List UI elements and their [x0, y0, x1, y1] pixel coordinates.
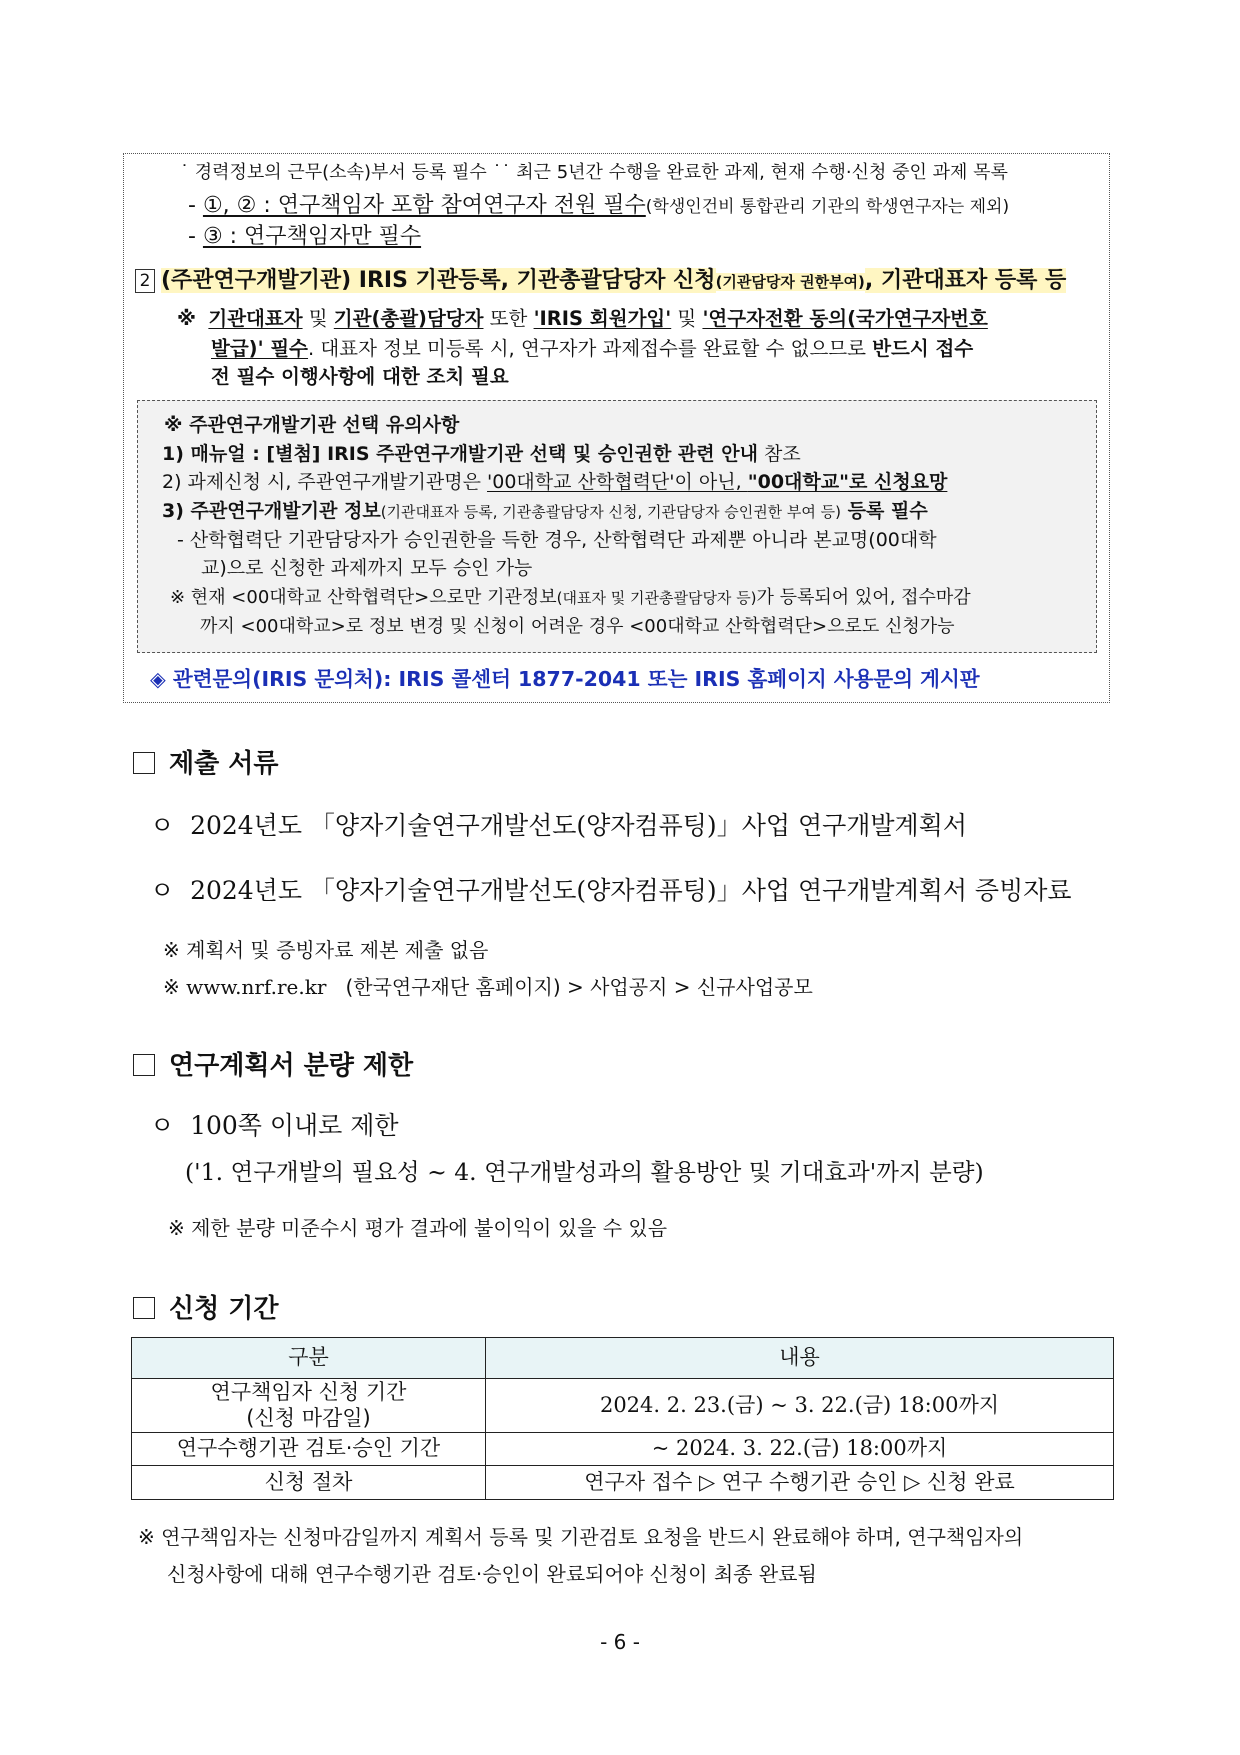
item-2-tail: , 기관대표자 등록 등 [864, 268, 1067, 293]
rep-note-line-3: 전 필수 이행사항에 대한 조치 필요 [211, 365, 509, 388]
rep-text: 및 [302, 307, 334, 330]
section-limit-heading [133, 1045, 413, 1082]
limit-item [150, 1112, 399, 1141]
bullet-icon: ㅇ [150, 1111, 175, 1140]
not-foundation-text: '00대학교 산학협력단'이 아닌, [487, 471, 748, 493]
bullet-icon: ㅇ [150, 876, 175, 905]
lead-info-text: 3) 주관연구개발기관 정보 [162, 500, 381, 522]
note-mark: ※ [163, 975, 180, 999]
section-period-heading [133, 1288, 279, 1325]
notice-line-1 [162, 444, 801, 466]
table-cell-label: 신청 절차 [132, 1466, 486, 1500]
rep-text: 기관대표자 [208, 307, 303, 330]
table-cell-label [132, 1379, 486, 1433]
refer-text: 참조 [757, 443, 801, 465]
limit-item-sub: ('1. 연구개발의 필요성 ~ 4. 연구개발성과의 활용방안 및 기대효과'까지 분량) [185, 1158, 984, 1186]
table-row [132, 1433, 1114, 1466]
lead-info-detail: (기관대표자 등록, 기관총괄담당자 신청, 기관담당자 승인권한 부여 등) [380, 503, 842, 521]
period-note-line-1: ※ 연구책임자는 신청마감일까지 계획서 등록 및 기관검토 요청을 반드시 완료해야 하며, 연구책임자의 [138, 1525, 1024, 1549]
notice-line-5: 교)으로 신청한 과제까지 모두 승인 가능 [201, 557, 533, 579]
notice-line-3 [162, 501, 928, 523]
register-required-text: 등록 필수 [841, 500, 928, 522]
dash-item-1-suffix: (학생인건비 통합관리 기관의 학생연구자는 제외) [645, 197, 1010, 217]
item-2-heading [135, 268, 1066, 293]
table-header-cell: 구분 [132, 1338, 486, 1379]
docs-item-1 [150, 812, 967, 841]
table-row [132, 1466, 1114, 1500]
period-table [131, 1337, 1114, 1500]
notice-line-2 [162, 472, 947, 494]
row-label-line-2: (신청 마감일) [246, 1405, 371, 1430]
notice-line-6 [170, 588, 971, 609]
note-mark: ※ [177, 307, 196, 330]
dash-item-2 [188, 224, 421, 249]
researcher-convert-text: '연구자전환 동의(국가연구자번호 [702, 307, 988, 330]
docs-item-2-text: 2024년도 「양자기술연구개발선도(양자컴퓨팅)」사업 연구개발계획서 증빙자료 [190, 876, 1072, 905]
apply-text: 2) 과제신청 시, 주관연구개발기관명은 [162, 471, 488, 493]
period-note-line-2: 신청사항에 대해 연구수행기관 검토·승인이 완료되어야 신청이 최종 완료됨 [167, 1562, 817, 1586]
dash-item-1-underlined: ①, ② : 연구책임자 포함 참여연구자 전원 필수 [202, 193, 646, 218]
section-docs-heading [133, 743, 279, 780]
nrf-url-link[interactable]: www.nrf.re.kr [186, 975, 327, 999]
row-label-line-1: 연구책임자 신청 기간 [210, 1380, 407, 1405]
docs-item-1-text: 2024년도 「양자기술연구개발선도(양자컴퓨팅)」사업 연구개발계획서 [190, 811, 967, 840]
table-cell-value: ~ 2024. 3. 22.(금) 18:00까지 [486, 1433, 1114, 1466]
limit-note: ※ 제한 분량 미준수시 평가 결과에 불이익이 있을 수 있음 [168, 1216, 668, 1240]
rep-note-line-1 [177, 308, 988, 330]
item-2-text: (주관연구개발기관) IRIS 기관등록, 기관총괄담당자 신청 [161, 268, 716, 293]
rep-note-line-2 [211, 338, 973, 360]
issue-required-text: 발급)' 필수 [211, 337, 309, 360]
table-cell-label: 연구수행기관 검토·승인 기간 [132, 1433, 486, 1466]
iris-signup-text: 'IRIS 회원가입' [533, 307, 672, 330]
table-header-cell: 내용 [486, 1338, 1114, 1379]
section-docs-title: 제출 서류 [169, 749, 279, 779]
registered-text: 가 등록되어 있어, 접수마감 [756, 587, 971, 608]
inquiry-line: ◈ 관련문의(IRIS 문의처): IRIS 콜센터 1877-2041 또는 IRIS 홈페이지 사용문의 게시판 [150, 667, 980, 691]
manager-text: 기관(총괄)담당자 [333, 307, 484, 330]
apply-request-text: "00대학교"로 신청요망 [747, 471, 948, 493]
checkbox-square-icon [133, 1054, 155, 1076]
notice-title: ※ 주관연구개발기관 선택 유의사항 [164, 414, 460, 436]
notice-line-4: - 산학협력단 기관담당자가 승인권한을 득한 경우, 산학협력단 과제뿐 아니라 본교명(00대학 [177, 529, 937, 551]
dash-item-2-underlined: ③ : 연구책임자만 필수 [202, 224, 422, 249]
limit-item-text: 100쪽 이내로 제한 [190, 1111, 399, 1140]
nrf-path-text: (한국연구재단 홈페이지) > 사업공지 > 신규사업공모 [345, 975, 813, 999]
and-text: 및 [671, 307, 703, 330]
table-row [132, 1379, 1114, 1433]
current-detail: (대표자 및 기관총괄담당자 등) [556, 589, 757, 607]
must-submit-text: 반드시 접수 [872, 337, 974, 360]
item-2-number: 2 [135, 269, 155, 293]
manual-text: 1) 매뉴얼 : [별첨] IRIS 주관연구개발기관 선택 및 승인권한 관련 안내 [162, 443, 758, 465]
docs-note-1: ※ 계획서 및 증빙자료 제본 제출 없음 [163, 938, 489, 962]
notice-line-7: 까지 <00대학교>로 정보 변경 및 신청이 어려운 경우 <00대학교 산학협력단>으로도 신청가능 [200, 616, 955, 637]
table-cell-value: 2024. 2. 23.(금) ~ 3. 22.(금) 18:00까지 [486, 1379, 1114, 1433]
section-limit-title: 연구계획서 분량 제한 [169, 1051, 414, 1081]
current-text: ※ 현재 <00대학교 산학협력단>으로만 기관정보 [170, 587, 557, 608]
table-cell-value: 연구자 접수 ▷ 연구 수행기관 승인 ▷ 신청 완료 [486, 1466, 1114, 1500]
bullet-icon: ㅇ [150, 811, 175, 840]
dash-prefix: - [188, 224, 203, 249]
dash-item-1 [188, 193, 1009, 218]
docs-item-2 [150, 877, 1072, 906]
item-2-small: (기관담당자 권한부여) [715, 273, 865, 291]
dash-prefix: - [188, 193, 203, 218]
table-header-row [132, 1338, 1114, 1379]
section-period-title: 신청 기간 [169, 1294, 279, 1324]
docs-note-2 [163, 976, 813, 999]
checkbox-square-icon [133, 1297, 155, 1319]
checkbox-square-icon [133, 752, 155, 774]
also-text: 또한 [483, 307, 534, 330]
note-body-text: . 대표자 정보 미등록 시, 연구자가 과제접수를 완료할 수 없으므로 [308, 337, 873, 360]
career-note-line: ˙ 경력정보의 근무(소속)부서 등록 필수 ˙˙ 최근 5년간 수행을 완료한 과제, 현재 수행·신청 중인 과제 목록 [180, 162, 1008, 183]
page-number: - 6 - [600, 1630, 640, 1654]
